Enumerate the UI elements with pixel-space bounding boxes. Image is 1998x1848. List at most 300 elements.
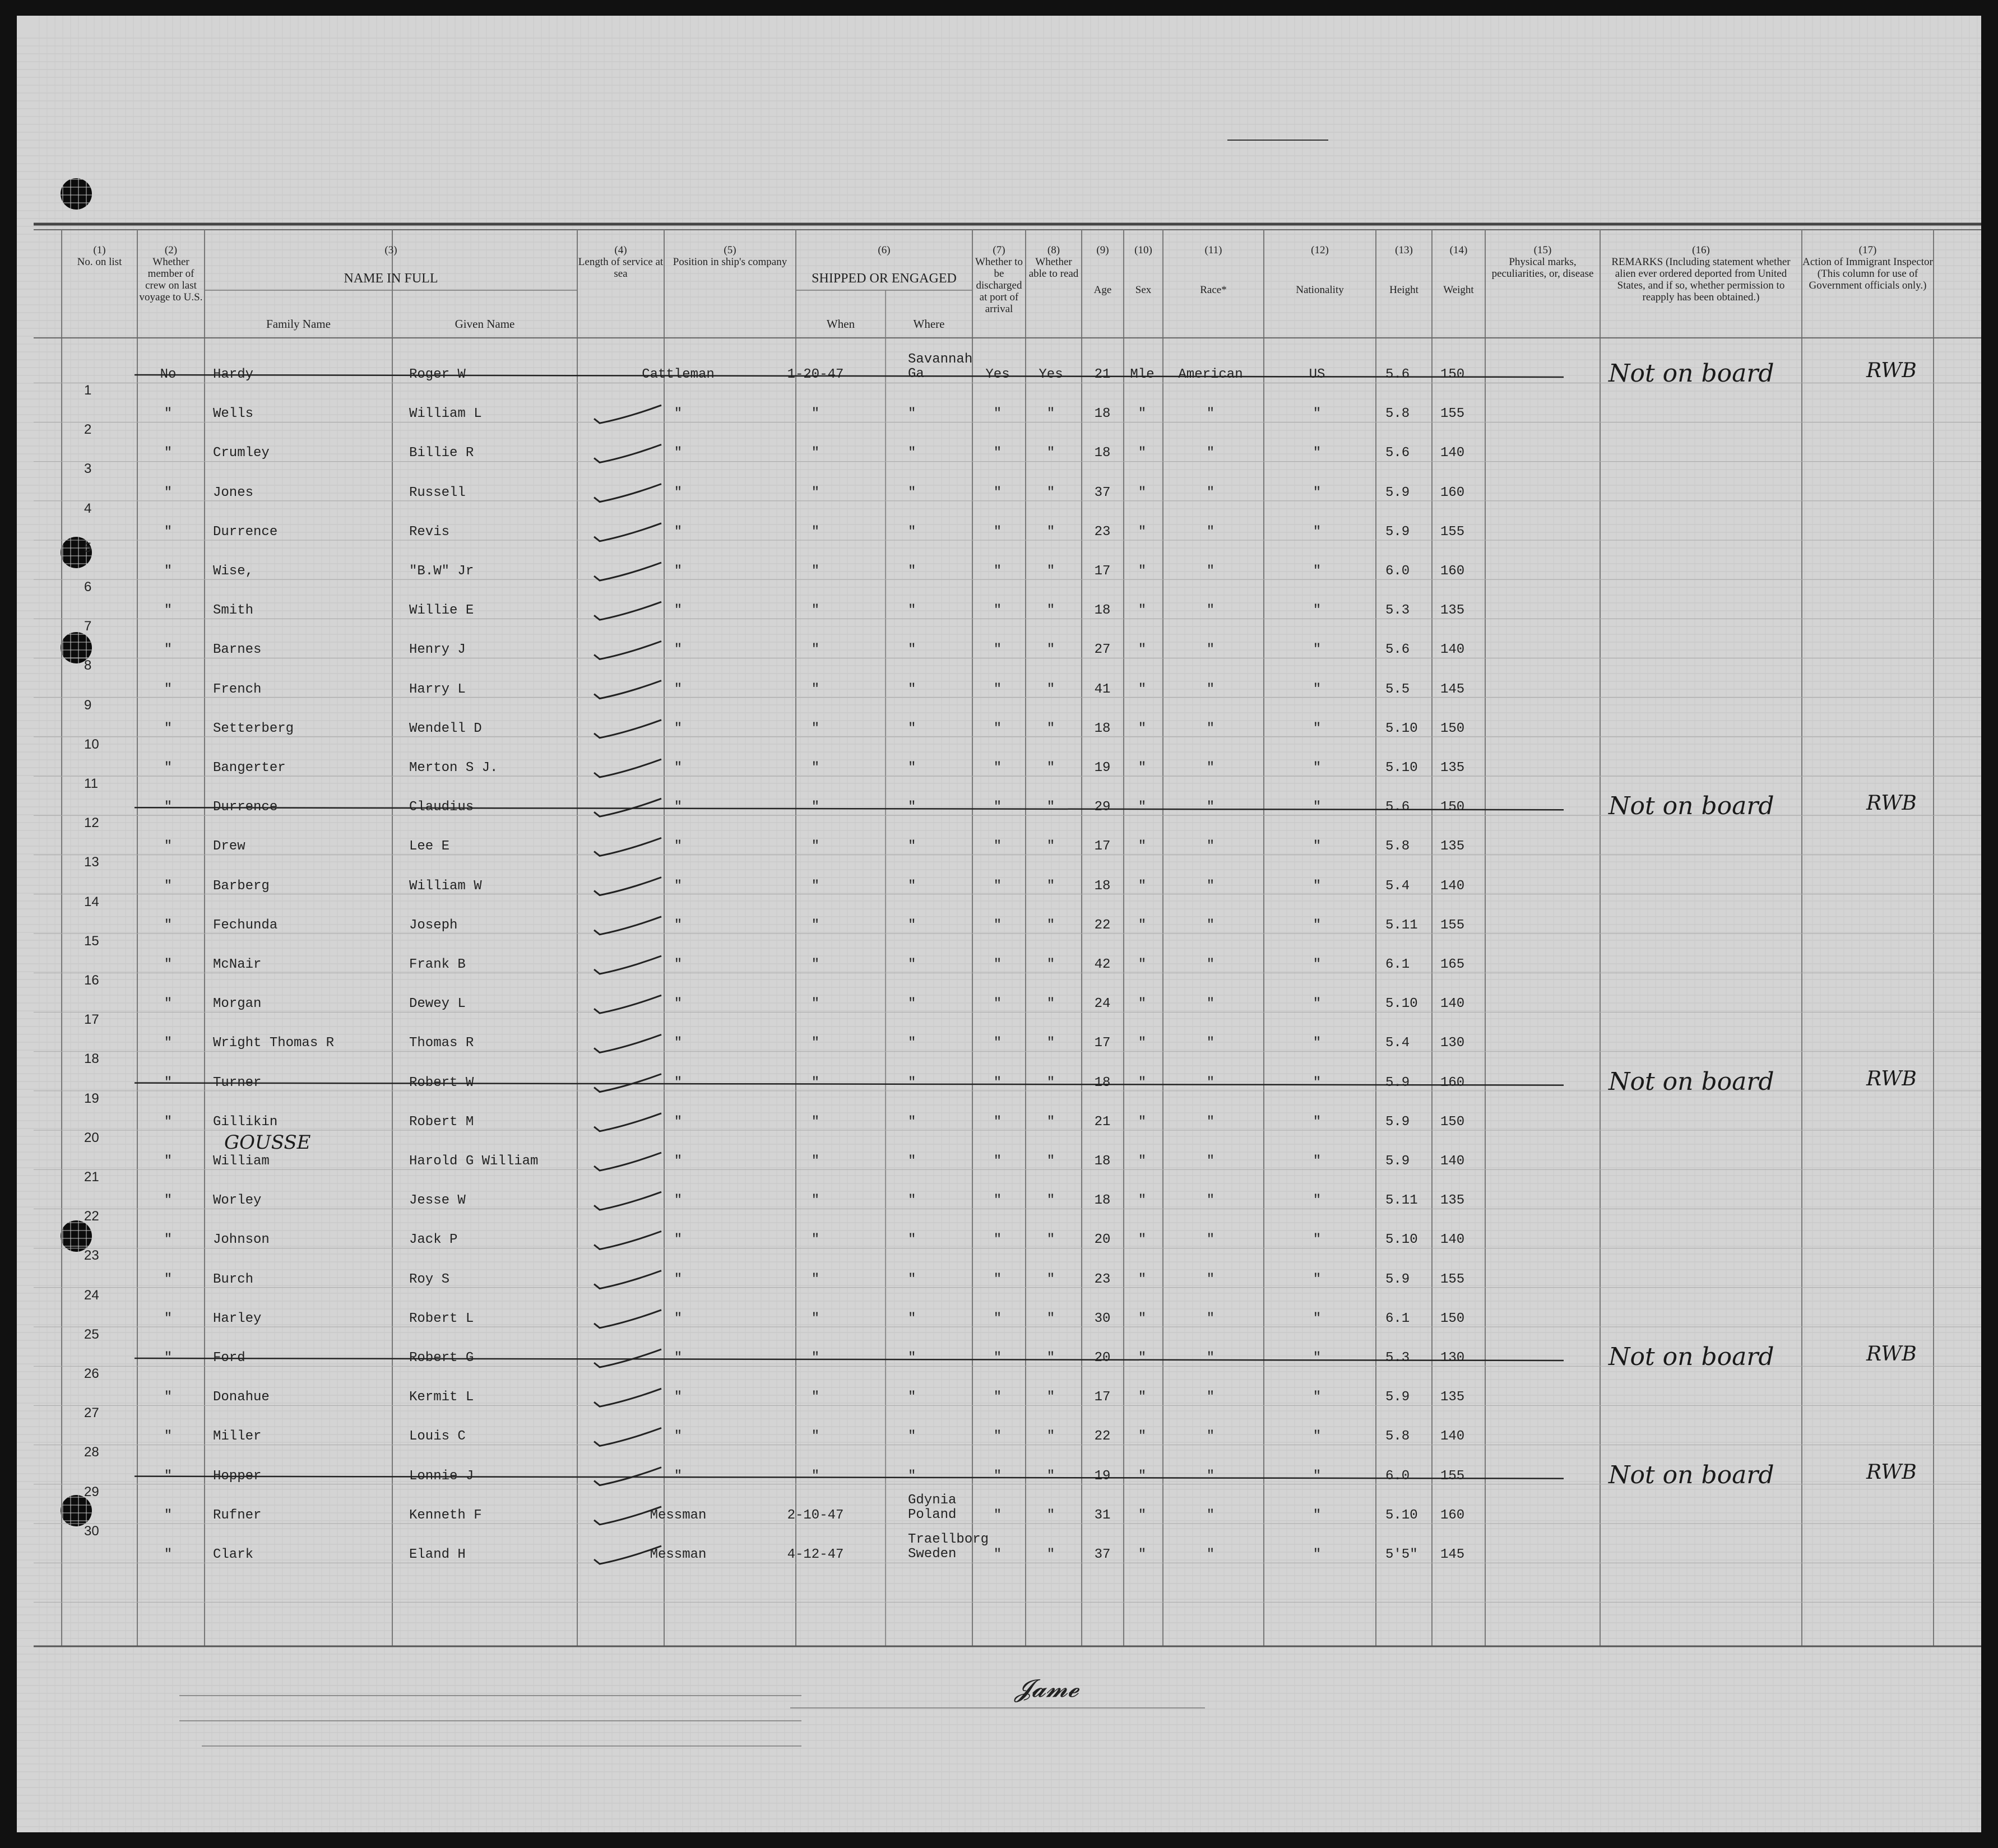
cell-family: Bangerter bbox=[213, 760, 286, 776]
cell-sex: " bbox=[1138, 839, 1147, 855]
cell-position: " bbox=[674, 878, 683, 894]
cell-disch: " bbox=[993, 681, 1002, 697]
column-number: (13) bbox=[1395, 244, 1413, 256]
cell-where: " bbox=[908, 1311, 916, 1326]
cell-read: " bbox=[1046, 1154, 1055, 1169]
cell-age: 18 bbox=[1094, 406, 1111, 422]
cell-age: 42 bbox=[1094, 957, 1111, 972]
cell-where: " bbox=[908, 406, 916, 422]
cell-where: " bbox=[908, 524, 916, 540]
cell-prev: " bbox=[164, 878, 173, 894]
cell-given: Dewey L bbox=[409, 996, 466, 1012]
cell-nat: " bbox=[1313, 839, 1322, 855]
cell-disch: " bbox=[993, 1429, 1002, 1445]
row-number: 14 bbox=[84, 894, 99, 909]
cell-prev: " bbox=[164, 524, 173, 540]
cell-when: " bbox=[811, 1468, 820, 1484]
cell-prev: " bbox=[164, 406, 173, 422]
cell-race: " bbox=[1206, 445, 1215, 461]
cell-family: Barnes bbox=[213, 642, 262, 658]
cell-where: Savannah Ga bbox=[908, 352, 973, 382]
cell-when: " bbox=[811, 800, 820, 815]
cell-height: 6.0 bbox=[1385, 1468, 1410, 1484]
cell-height: 5.9 bbox=[1385, 1271, 1410, 1287]
cell-given: Merton S J. bbox=[409, 760, 498, 776]
row-number: 10 bbox=[84, 736, 99, 752]
column-header-12 bbox=[1264, 244, 1376, 296]
cell-action: RWB bbox=[1866, 1343, 1917, 1366]
cell-where: " bbox=[908, 1390, 916, 1405]
cell-position: " bbox=[674, 681, 683, 697]
column-number: (8) bbox=[1047, 244, 1060, 256]
cell-height: 5.11 bbox=[1385, 917, 1418, 933]
cell-weight: 165 bbox=[1440, 957, 1465, 972]
cell-nat: " bbox=[1313, 1036, 1322, 1051]
column-label: Sex bbox=[1135, 284, 1152, 296]
cell-read: " bbox=[1046, 1114, 1055, 1130]
column-label: SHIPPED OR ENGAGED bbox=[812, 271, 957, 286]
cell-prev: " bbox=[164, 1036, 173, 1051]
family-name-correction: GOUSSE bbox=[224, 1131, 311, 1154]
cell-position: " bbox=[674, 1271, 683, 1287]
cell-race: " bbox=[1206, 603, 1215, 619]
cell-nat: " bbox=[1313, 957, 1322, 972]
cell-read: " bbox=[1046, 603, 1055, 619]
cell-race: " bbox=[1206, 1468, 1215, 1484]
cell-race: " bbox=[1206, 800, 1215, 815]
cell-race: " bbox=[1206, 564, 1215, 579]
cell-given: Robert L bbox=[409, 1311, 474, 1326]
column-label: Whether able to read bbox=[1028, 256, 1079, 280]
cell-height: 5.8 bbox=[1385, 839, 1410, 855]
row-number: 4 bbox=[84, 500, 92, 516]
cell-sex: " bbox=[1138, 1036, 1147, 1051]
cell-position: " bbox=[674, 996, 683, 1012]
cell-where: " bbox=[908, 1429, 916, 1445]
column-label: Race* bbox=[1200, 284, 1227, 296]
manifest-sheet bbox=[17, 16, 1981, 1832]
cell-height: 5.10 bbox=[1385, 1507, 1418, 1523]
cell-weight: 140 bbox=[1440, 445, 1465, 461]
cell-sex: " bbox=[1138, 1075, 1147, 1090]
cell-read: " bbox=[1046, 406, 1055, 422]
cell-read: " bbox=[1046, 996, 1055, 1012]
cell-given: Kenneth F bbox=[409, 1507, 482, 1523]
column-subheader: When bbox=[826, 317, 855, 331]
cell-where: " bbox=[908, 1350, 916, 1366]
cell-remarks: Not on board bbox=[1608, 1343, 1774, 1371]
cell-family: Hardy bbox=[213, 367, 254, 382]
cell-height: 6.1 bbox=[1385, 1311, 1410, 1326]
row-number: 26 bbox=[84, 1366, 99, 1381]
column-header-9 bbox=[1082, 244, 1124, 296]
cell-age: 37 bbox=[1094, 1547, 1111, 1562]
cell-age: 20 bbox=[1094, 1232, 1111, 1248]
cell-disch: " bbox=[993, 1114, 1002, 1130]
cell-given: Louis C bbox=[409, 1429, 466, 1445]
column-header-4 bbox=[577, 244, 664, 280]
cell-position: " bbox=[674, 957, 683, 972]
cell-read: " bbox=[1046, 760, 1055, 776]
cell-read: " bbox=[1046, 1193, 1055, 1209]
cell-read: " bbox=[1046, 681, 1055, 697]
cell-family: Wise, bbox=[213, 564, 254, 579]
row-number: 17 bbox=[84, 1012, 99, 1028]
cell-read: " bbox=[1046, 800, 1055, 815]
cell-where: " bbox=[908, 721, 916, 736]
cell-where: " bbox=[908, 800, 916, 815]
cell-position: " bbox=[674, 1390, 683, 1405]
cell-sex: " bbox=[1138, 603, 1147, 619]
cell-disch: " bbox=[993, 1154, 1002, 1169]
cell-weight: 150 bbox=[1440, 721, 1465, 736]
cell-nat: US bbox=[1309, 367, 1325, 382]
cell-weight: 155 bbox=[1440, 406, 1465, 422]
cell-prev: " bbox=[164, 1468, 173, 1484]
cell-when: " bbox=[811, 681, 820, 697]
cell-family: Burch bbox=[213, 1271, 254, 1287]
cell-age: 18 bbox=[1094, 1193, 1111, 1209]
cell-height: 6.0 bbox=[1385, 564, 1410, 579]
cell-sex: Mle bbox=[1130, 367, 1155, 382]
cell-when: " bbox=[811, 839, 820, 855]
cell-height: 5.4 bbox=[1385, 878, 1410, 894]
column-number: (10) bbox=[1134, 244, 1152, 256]
cell-nat: " bbox=[1313, 1547, 1322, 1562]
cell-family: Johnson bbox=[213, 1232, 270, 1248]
cell-given: "B.W" Jr bbox=[409, 564, 474, 579]
cell-where: " bbox=[908, 1075, 916, 1090]
cell-prev: " bbox=[164, 1390, 173, 1405]
cell-height: 5.4 bbox=[1385, 1036, 1410, 1051]
cell-age: 21 bbox=[1094, 367, 1111, 382]
cell-given: Robert M bbox=[409, 1114, 474, 1130]
row-number: 7 bbox=[84, 619, 92, 634]
cell-height: 5.10 bbox=[1385, 996, 1418, 1012]
cell-height: 5.9 bbox=[1385, 1114, 1410, 1130]
row-number: 21 bbox=[84, 1169, 99, 1185]
row-number: 29 bbox=[84, 1484, 99, 1499]
cell-read: " bbox=[1046, 485, 1055, 500]
cell-read: " bbox=[1046, 1075, 1055, 1090]
cell-sex: " bbox=[1138, 445, 1147, 461]
row-number: 18 bbox=[84, 1051, 99, 1067]
row-number: 27 bbox=[84, 1405, 99, 1421]
cell-height: 5.6 bbox=[1385, 642, 1410, 658]
cell-age: 18 bbox=[1094, 603, 1111, 619]
cell-given: Lonnie J bbox=[409, 1468, 474, 1484]
cell-sex: " bbox=[1138, 642, 1147, 658]
cell-prev: " bbox=[164, 1114, 173, 1130]
cell-remarks: Not on board bbox=[1608, 359, 1774, 388]
cell-prev: " bbox=[164, 1271, 173, 1287]
cell-sex: " bbox=[1138, 1468, 1147, 1484]
cell-height: 5'5" bbox=[1385, 1547, 1418, 1562]
cell-height: 5.9 bbox=[1385, 1154, 1410, 1169]
row-number: 15 bbox=[84, 933, 99, 949]
cell-nat: " bbox=[1313, 485, 1322, 500]
cell-sex: " bbox=[1138, 1390, 1147, 1405]
cell-position: " bbox=[674, 1114, 683, 1130]
cell-race: " bbox=[1206, 878, 1215, 894]
cell-disch: " bbox=[993, 800, 1002, 815]
cell-position: " bbox=[674, 1036, 683, 1051]
row-number: 3 bbox=[84, 461, 92, 477]
cell-given: Jesse W bbox=[409, 1193, 466, 1209]
column-number: (2) bbox=[164, 244, 178, 256]
cell-where: " bbox=[908, 485, 916, 500]
cell-family: Clark bbox=[213, 1547, 254, 1562]
cell-disch: " bbox=[993, 1350, 1002, 1366]
cell-race: " bbox=[1206, 1429, 1215, 1445]
row-number: 2 bbox=[84, 422, 92, 438]
cell-prev: " bbox=[164, 445, 173, 461]
column-header-3 bbox=[205, 244, 577, 285]
cell-race: " bbox=[1206, 406, 1215, 422]
cell-race: " bbox=[1206, 760, 1215, 776]
column-header-7 bbox=[972, 244, 1026, 315]
column-label: Age bbox=[1093, 284, 1112, 296]
cell-sex: " bbox=[1138, 564, 1147, 579]
cell-disch: " bbox=[993, 406, 1002, 422]
cell-nat: " bbox=[1313, 1429, 1322, 1445]
cell-given: Thomas R bbox=[409, 1036, 474, 1051]
cell-read: " bbox=[1046, 564, 1055, 579]
column-subheader: Where bbox=[913, 317, 945, 331]
cell-sex: " bbox=[1138, 1271, 1147, 1287]
cell-when: 1-20-47 bbox=[787, 367, 844, 382]
cell-given: Robert W bbox=[409, 1075, 474, 1090]
cell-family: French bbox=[213, 681, 262, 697]
cell-prev: " bbox=[164, 485, 173, 500]
cell-read: " bbox=[1046, 445, 1055, 461]
cell-race: " bbox=[1206, 1547, 1215, 1562]
cell-where: Traellborg Sweden bbox=[908, 1532, 989, 1562]
cell-position: " bbox=[674, 1232, 683, 1248]
cell-age: 37 bbox=[1094, 485, 1111, 500]
cell-height: 6.1 bbox=[1385, 957, 1410, 972]
cell-race: " bbox=[1206, 721, 1215, 736]
cell-prev: " bbox=[164, 1350, 173, 1366]
row-number: 20 bbox=[84, 1130, 99, 1145]
row-number: 9 bbox=[84, 697, 92, 713]
cell-race: " bbox=[1206, 917, 1215, 933]
cell-prev: " bbox=[164, 564, 173, 579]
cell-action: RWB bbox=[1866, 1067, 1917, 1090]
cell-weight: 140 bbox=[1440, 996, 1465, 1012]
cell-sex: " bbox=[1138, 957, 1147, 972]
cell-disch: " bbox=[993, 1311, 1002, 1326]
cell-nat: " bbox=[1313, 564, 1322, 579]
cell-position: Messman bbox=[650, 1507, 707, 1523]
cell-where: " bbox=[908, 1271, 916, 1287]
cell-sex: " bbox=[1138, 1232, 1147, 1248]
cell-read: " bbox=[1046, 721, 1055, 736]
cell-read: " bbox=[1046, 1507, 1055, 1523]
cell-disch: " bbox=[993, 721, 1002, 736]
cell-age: 18 bbox=[1094, 1075, 1111, 1090]
cell-read: " bbox=[1046, 957, 1055, 972]
cell-weight: 155 bbox=[1440, 524, 1465, 540]
cell-where: " bbox=[908, 878, 916, 894]
column-header-16 bbox=[1600, 244, 1802, 303]
cell-age: 17 bbox=[1094, 839, 1111, 855]
cell-prev: No bbox=[160, 367, 177, 382]
cell-given: Robert G bbox=[409, 1350, 474, 1366]
column-header-13 bbox=[1376, 244, 1432, 296]
row-number: 28 bbox=[84, 1445, 99, 1460]
cell-read: " bbox=[1046, 642, 1055, 658]
cell-disch: " bbox=[993, 603, 1002, 619]
cell-disch: Yes bbox=[985, 367, 1010, 382]
cell-disch: " bbox=[993, 564, 1002, 579]
cell-where: " bbox=[908, 564, 916, 579]
cell-disch: " bbox=[993, 1547, 1002, 1562]
cell-prev: " bbox=[164, 839, 173, 855]
cell-height: 5.9 bbox=[1385, 1075, 1410, 1090]
row-number: 6 bbox=[84, 579, 92, 595]
cell-prev: " bbox=[164, 760, 173, 776]
cell-family: Wells bbox=[213, 406, 254, 422]
cell-when: " bbox=[811, 1193, 820, 1209]
cell-race: " bbox=[1206, 1311, 1215, 1326]
cell-position: " bbox=[674, 1468, 683, 1484]
cell-family: Barberg bbox=[213, 878, 270, 894]
cell-nat: " bbox=[1313, 1232, 1322, 1248]
cell-when: " bbox=[811, 878, 820, 894]
cell-age: 21 bbox=[1094, 1114, 1111, 1130]
cell-race: " bbox=[1206, 1193, 1215, 1209]
cell-disch: " bbox=[993, 1036, 1002, 1051]
cell-when: " bbox=[811, 996, 820, 1012]
cell-race: " bbox=[1206, 1507, 1215, 1523]
cell-race: " bbox=[1206, 1350, 1215, 1366]
cell-nat: " bbox=[1313, 642, 1322, 658]
column-number: (3) bbox=[384, 244, 397, 256]
cell-sex: " bbox=[1138, 1193, 1147, 1209]
cell-nat: " bbox=[1313, 721, 1322, 736]
cell-weight: 160 bbox=[1440, 564, 1465, 579]
cell-weight: 155 bbox=[1440, 1271, 1465, 1287]
cell-weight: 140 bbox=[1440, 1429, 1465, 1445]
cell-sex: " bbox=[1138, 917, 1147, 933]
cell-family: Worley bbox=[213, 1193, 262, 1209]
column-subheader: Given Name bbox=[455, 317, 515, 331]
cell-position: " bbox=[674, 564, 683, 579]
cell-nat: " bbox=[1313, 1390, 1322, 1405]
cell-disch: " bbox=[993, 878, 1002, 894]
cell-race: " bbox=[1206, 1114, 1215, 1130]
cell-weight: 140 bbox=[1440, 1232, 1465, 1248]
row-number: 5 bbox=[84, 540, 92, 555]
row-number: 22 bbox=[84, 1209, 99, 1224]
cell-where: " bbox=[908, 445, 916, 461]
cell-family: Durrence bbox=[213, 524, 278, 540]
cell-disch: " bbox=[993, 760, 1002, 776]
cell-when: " bbox=[811, 1232, 820, 1248]
column-number: (1) bbox=[93, 244, 106, 256]
cell-sex: " bbox=[1138, 721, 1147, 736]
cell-given: Jack P bbox=[409, 1232, 458, 1248]
cell-family: Hopper bbox=[213, 1468, 262, 1484]
cell-sex: " bbox=[1138, 485, 1147, 500]
cell-weight: 150 bbox=[1440, 1114, 1465, 1130]
cell-age: 29 bbox=[1094, 800, 1111, 815]
cell-height: 5.6 bbox=[1385, 445, 1410, 461]
cell-read: " bbox=[1046, 1429, 1055, 1445]
cell-nat: " bbox=[1313, 1350, 1322, 1366]
column-number: (9) bbox=[1096, 244, 1109, 256]
cell-prev: " bbox=[164, 642, 173, 658]
cell-age: 18 bbox=[1094, 1154, 1111, 1169]
cell-given: Harold G William bbox=[409, 1154, 539, 1169]
cell-nat: " bbox=[1313, 878, 1322, 894]
cell-height: 5.8 bbox=[1385, 1429, 1410, 1445]
cell-disch: " bbox=[993, 485, 1002, 500]
cell-age: 17 bbox=[1094, 564, 1111, 579]
cell-disch: " bbox=[993, 1390, 1002, 1405]
cell-position: " bbox=[674, 800, 683, 815]
cell-height: 5.9 bbox=[1385, 485, 1410, 500]
cell-family: Crumley bbox=[213, 445, 270, 461]
cell-sex: " bbox=[1138, 1114, 1147, 1130]
cell-disch: " bbox=[993, 1075, 1002, 1090]
column-label: REMARKS (Including statement whether alien ever ordered deported from United States, and if so, whether permission to reapply has been obtained.) bbox=[1611, 256, 1791, 303]
cell-nat: " bbox=[1313, 445, 1322, 461]
cell-family: Smith bbox=[213, 603, 254, 619]
row-number: 11 bbox=[84, 776, 98, 791]
cell-where: " bbox=[908, 1468, 916, 1484]
column-header-11 bbox=[1163, 244, 1264, 296]
cell-weight: 135 bbox=[1440, 839, 1465, 855]
column-number: (6) bbox=[878, 244, 891, 256]
cell-nat: " bbox=[1313, 1075, 1322, 1090]
cell-age: 27 bbox=[1094, 642, 1111, 658]
column-header-8 bbox=[1026, 244, 1082, 280]
column-number: (7) bbox=[993, 244, 1005, 256]
cell-height: 5.3 bbox=[1385, 1350, 1410, 1366]
cell-weight: 135 bbox=[1440, 760, 1465, 776]
cell-nat: " bbox=[1313, 917, 1322, 933]
cell-age: 22 bbox=[1094, 917, 1111, 933]
column-header-15 bbox=[1485, 244, 1600, 280]
row-number: 16 bbox=[84, 973, 99, 988]
cell-prev: " bbox=[164, 1154, 173, 1169]
cell-height: 5.6 bbox=[1385, 367, 1410, 382]
cell-weight: 140 bbox=[1440, 642, 1465, 658]
cell-given: Russell bbox=[409, 485, 466, 500]
cell-family: Harley bbox=[213, 1311, 262, 1326]
column-label: Physical marks, peculiarities, or, disease bbox=[1491, 256, 1594, 280]
cell-given: Claudius bbox=[409, 800, 474, 815]
cell-where: " bbox=[908, 1154, 916, 1169]
cell-when: " bbox=[811, 406, 820, 422]
cell-age: 24 bbox=[1094, 996, 1111, 1012]
row-number: 23 bbox=[84, 1248, 99, 1264]
column-label: Action of Immigrant Inspector (This column for use of Government officials only.) bbox=[1802, 256, 1933, 291]
cell-read: " bbox=[1046, 1468, 1055, 1484]
cell-nat: " bbox=[1313, 1193, 1322, 1209]
cell-age: 30 bbox=[1094, 1311, 1111, 1326]
cell-prev: " bbox=[164, 917, 173, 933]
cell-age: 18 bbox=[1094, 878, 1111, 894]
cell-weight: 135 bbox=[1440, 603, 1465, 619]
cell-position: " bbox=[674, 603, 683, 619]
cell-disch: " bbox=[993, 957, 1002, 972]
cell-given: Roy S bbox=[409, 1271, 450, 1287]
column-label: Weight bbox=[1443, 284, 1474, 296]
cell-height: 5.10 bbox=[1385, 760, 1418, 776]
